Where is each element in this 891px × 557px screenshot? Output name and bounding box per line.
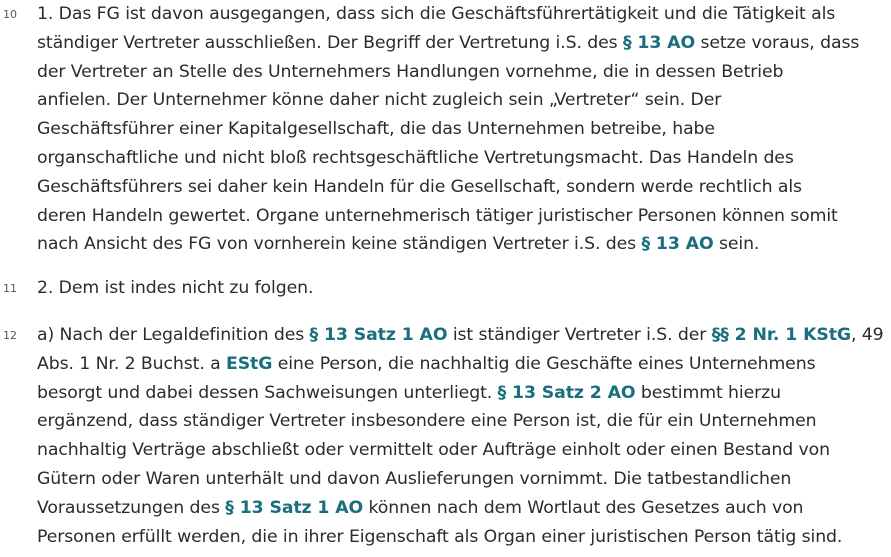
text-segment: der Vertreter an Stelle des Unternehmers Handlungen vornehme, die in dessen Betrieb bbox=[37, 61, 784, 82]
text-line bbox=[37, 144, 887, 173]
text-segment: setze voraus, dass bbox=[695, 32, 860, 53]
text-line bbox=[37, 230, 887, 259]
text-segment: Geschäftsführer einer Kapitalgesellschaft, die das Unternehmen betreibe, habe bbox=[37, 119, 715, 140]
text-line bbox=[37, 379, 887, 408]
text-line bbox=[37, 321, 887, 350]
paragraph-number: 10 bbox=[3, 8, 17, 21]
text-segment: Personen erfüllt werden, die in ihrer Eigenschaft als Organ einer juristischen Person tätig sind. bbox=[37, 526, 843, 547]
law-reference-link[interactable]: §§ 2 Nr. 1 KStG bbox=[711, 325, 851, 345]
paragraph-text bbox=[37, 321, 887, 551]
text-segment: ständiger Vertreter ausschließen. Der Begriff der Vertretung i.S. des bbox=[37, 32, 623, 53]
text-line bbox=[37, 86, 887, 115]
paragraph-text bbox=[37, 0, 887, 259]
text-segment: Gütern oder Waren unterhält und davon Auslieferungen vornimmt. Die tatbestandlichen bbox=[37, 468, 792, 489]
text-line bbox=[37, 465, 887, 494]
text-segment: Voraussetzungen des bbox=[37, 497, 226, 518]
text-line bbox=[37, 350, 887, 379]
law-reference-link[interactable]: § 13 Satz 2 AO bbox=[497, 382, 636, 403]
text-segment: 1. Das FG ist davon ausgegangen, dass sich die Geschäftsführertätigkeit und die Tätigkeit als bbox=[37, 4, 836, 24]
text-segment: , 49 bbox=[850, 325, 884, 345]
paragraph-number: 12 bbox=[3, 329, 17, 342]
text-line bbox=[37, 29, 887, 58]
text-segment: Geschäftsführers sei daher kein Handeln für die Gesellschaft, sondern werde rechtlich als bbox=[37, 176, 802, 197]
law-reference-link[interactable]: § 13 Satz 1 AO bbox=[309, 325, 448, 345]
text-segment: organschaftliche und nicht bloß rechtsgeschäftliche Vertretungsmacht. Das Handeln des bbox=[37, 147, 794, 168]
text-segment: nach Ansicht des FG von vornherein keine ständigen Vertreter i.S. des bbox=[37, 234, 642, 255]
law-reference-link[interactable]: § 13 AO bbox=[622, 32, 696, 53]
text-segment: bestimmt hierzu bbox=[635, 382, 781, 403]
law-reference-link[interactable]: EStG bbox=[226, 353, 273, 374]
text-line bbox=[37, 173, 887, 202]
text-segment: deren Handeln gewertet. Organe unternehmerisch tätiger juristischer Personen können somit bbox=[37, 205, 838, 226]
law-reference-link[interactable]: § 13 Satz 1 AO bbox=[225, 497, 364, 518]
text-line bbox=[37, 202, 887, 231]
text-line bbox=[37, 436, 887, 465]
text-segment: eine Person, die nachhaltig die Geschäfte eines Unternehmens bbox=[272, 353, 816, 374]
law-reference-link[interactable]: § 13 AO bbox=[641, 234, 714, 255]
text-line bbox=[37, 523, 887, 552]
text-line bbox=[37, 407, 887, 436]
text-segment: 2. Dem ist indes nicht zu folgen. bbox=[37, 278, 314, 298]
text-segment: anfielen. Der Unternehmer könne daher nicht zugleich sein „Vertreter“ sein. Der bbox=[37, 90, 722, 111]
text-segment: können nach dem Wortlaut des Gesetzes auch von bbox=[363, 497, 804, 518]
paragraph-text bbox=[37, 274, 887, 303]
text-segment: sein. bbox=[713, 234, 760, 255]
text-line bbox=[37, 274, 887, 303]
text-line bbox=[37, 58, 887, 87]
text-segment: Abs. 1 Nr. 2 Buchst. a bbox=[37, 353, 226, 374]
text-segment: a) Nach der Legaldefinition des bbox=[37, 325, 310, 345]
text-segment: ergänzend, dass ständiger Vertreter insbesondere eine Person ist, die für ein Unternehmen bbox=[37, 411, 817, 432]
text-line bbox=[37, 494, 887, 523]
paragraph-number: 11 bbox=[3, 282, 17, 295]
text-segment: nachhaltig Verträge abschließt oder vermittelt oder Aufträge einholt oder einen Bestand von bbox=[37, 440, 830, 461]
text-segment: ist ständiger Vertreter i.S. der bbox=[447, 325, 712, 345]
text-segment: besorgt und dabei dessen Sachweisungen unterliegt. bbox=[37, 382, 498, 403]
text-line bbox=[37, 0, 887, 29]
text-line bbox=[37, 115, 887, 144]
